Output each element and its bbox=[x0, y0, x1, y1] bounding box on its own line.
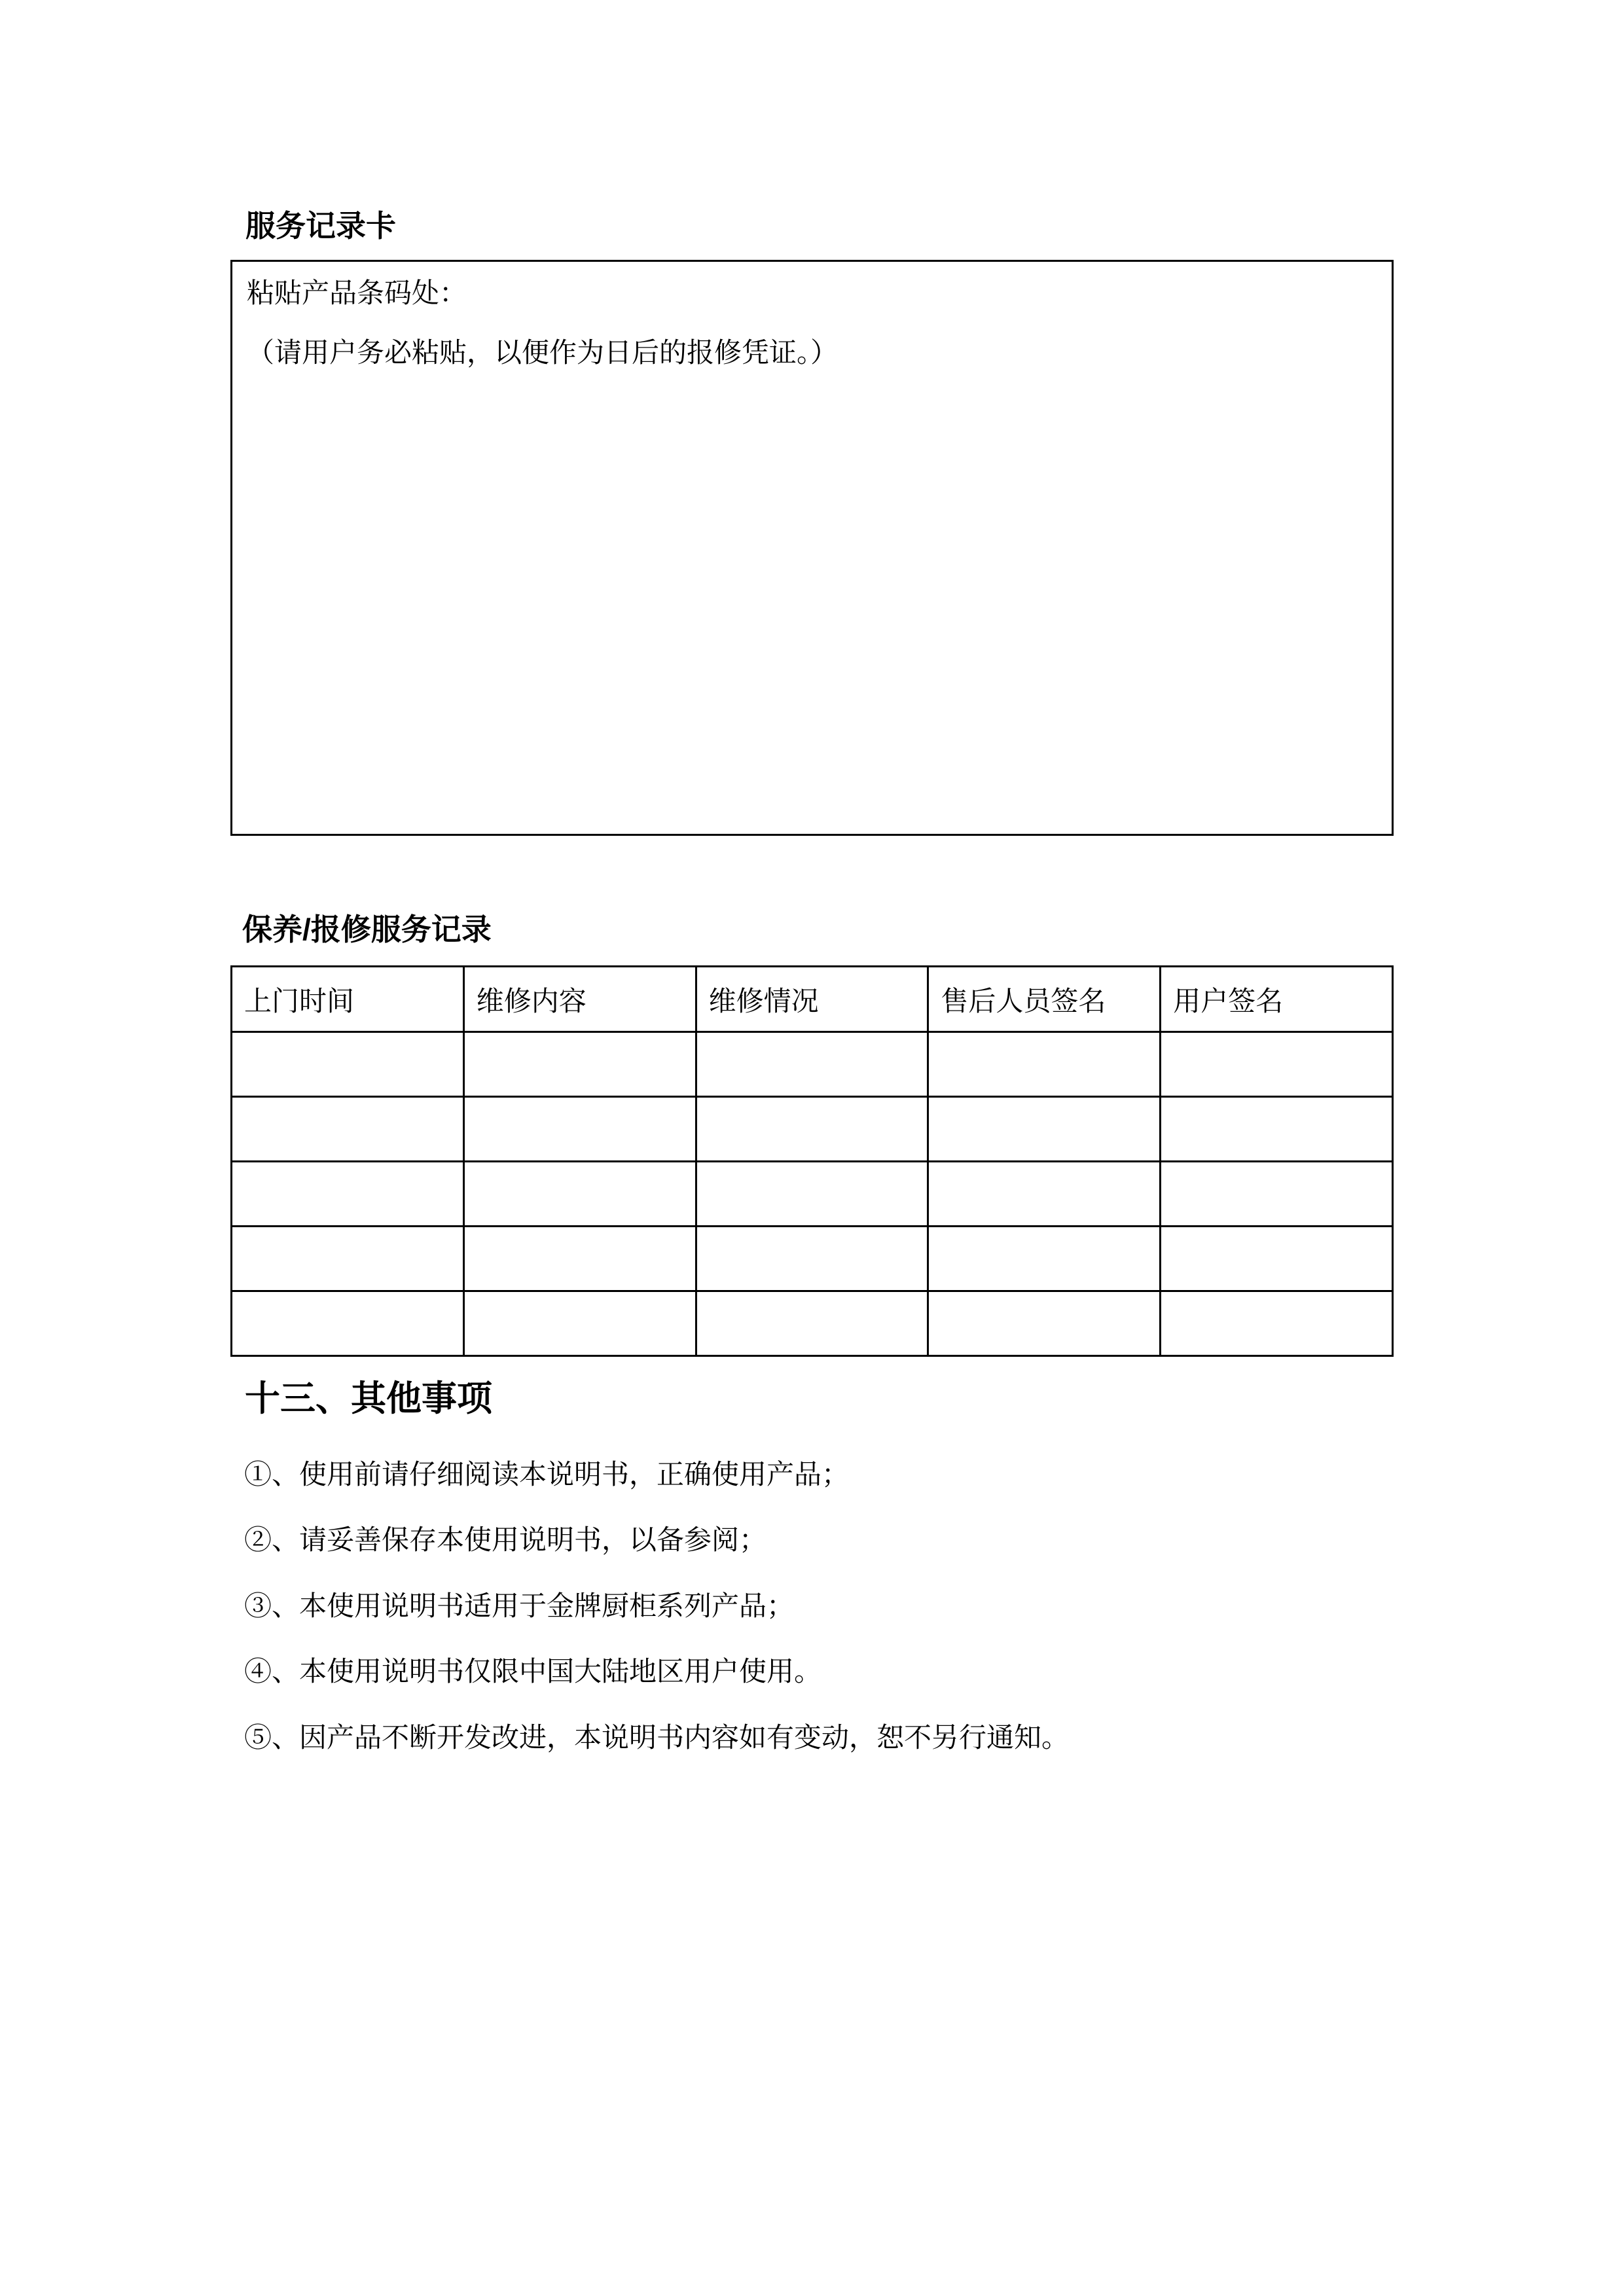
table-cell-empty bbox=[232, 1097, 464, 1162]
table-cell-empty bbox=[696, 1291, 928, 1356]
table-cell-empty bbox=[232, 1227, 464, 1291]
list-item-4: ④、本使用说明书仅限中国大陆地区用户使用。 bbox=[244, 1656, 822, 1687]
other-matters-heading: 十三、其他事项 bbox=[245, 1379, 492, 1418]
table-header-row bbox=[232, 967, 1393, 1032]
table-cell-empty bbox=[463, 1291, 696, 1356]
table-cell-empty bbox=[232, 1162, 464, 1227]
table-cell-empty bbox=[463, 1097, 696, 1162]
list-item-5: ⑤、因产品不断开发改进，本说明书内容如有变动，恕不另行通知。 bbox=[244, 1721, 1070, 1753]
list-item-1: ①、使用前请仔细阅读本说明书，正确使用产品； bbox=[244, 1459, 850, 1490]
table-cell-empty bbox=[1161, 1162, 1393, 1227]
barcode-box-note: （请用户务必粘贴，以便作为日后的报修凭证。） bbox=[247, 336, 839, 368]
table-cell-empty bbox=[232, 1291, 464, 1356]
table-row bbox=[232, 1227, 1393, 1291]
list-item-2: ②、请妥善保存本使用说明书，以备参阅； bbox=[244, 1524, 767, 1556]
barcode-box-label: 粘贴产品条码处： bbox=[247, 278, 467, 308]
table-cell-empty bbox=[696, 1162, 928, 1227]
table-row bbox=[232, 1162, 1393, 1227]
table-cell-empty bbox=[1161, 1097, 1393, 1162]
other-matters-list bbox=[244, 1458, 1069, 1787]
table-cell-empty bbox=[928, 1227, 1161, 1291]
table-cell-empty bbox=[696, 1097, 928, 1162]
column-header-user-signature: 用户签名 bbox=[1161, 967, 1393, 1032]
list-item-3: ③、本使用说明书适用于金牌厨柜系列产品； bbox=[244, 1590, 795, 1621]
service-record-table bbox=[230, 965, 1394, 1357]
column-header-repair-content: 维修内容 bbox=[463, 967, 696, 1032]
table-row bbox=[232, 1097, 1393, 1162]
table-cell-empty bbox=[1161, 1291, 1393, 1356]
table-cell-empty bbox=[928, 1032, 1161, 1097]
table-row bbox=[232, 1032, 1393, 1097]
table-cell-empty bbox=[1161, 1032, 1393, 1097]
table-cell-empty bbox=[928, 1291, 1161, 1356]
table-cell-empty bbox=[463, 1032, 696, 1097]
service-record-heading: 保养/报修服务记录 bbox=[242, 912, 492, 946]
page-title: 服务记录卡 bbox=[245, 209, 396, 243]
table-cell-empty bbox=[696, 1227, 928, 1291]
table-cell-empty bbox=[232, 1032, 464, 1097]
table-cell-empty bbox=[928, 1097, 1161, 1162]
column-header-visit-time: 上门时间 bbox=[232, 967, 464, 1032]
column-header-service-staff-signature: 售后人员签名 bbox=[928, 967, 1161, 1032]
table-cell-empty bbox=[463, 1162, 696, 1227]
table-row bbox=[232, 1291, 1393, 1356]
table-cell-empty bbox=[1161, 1227, 1393, 1291]
table-cell-empty bbox=[696, 1032, 928, 1097]
table-cell-empty bbox=[463, 1227, 696, 1291]
column-header-repair-status: 维修情况 bbox=[696, 967, 928, 1032]
barcode-paste-box bbox=[230, 260, 1394, 836]
table-cell-empty bbox=[928, 1162, 1161, 1227]
